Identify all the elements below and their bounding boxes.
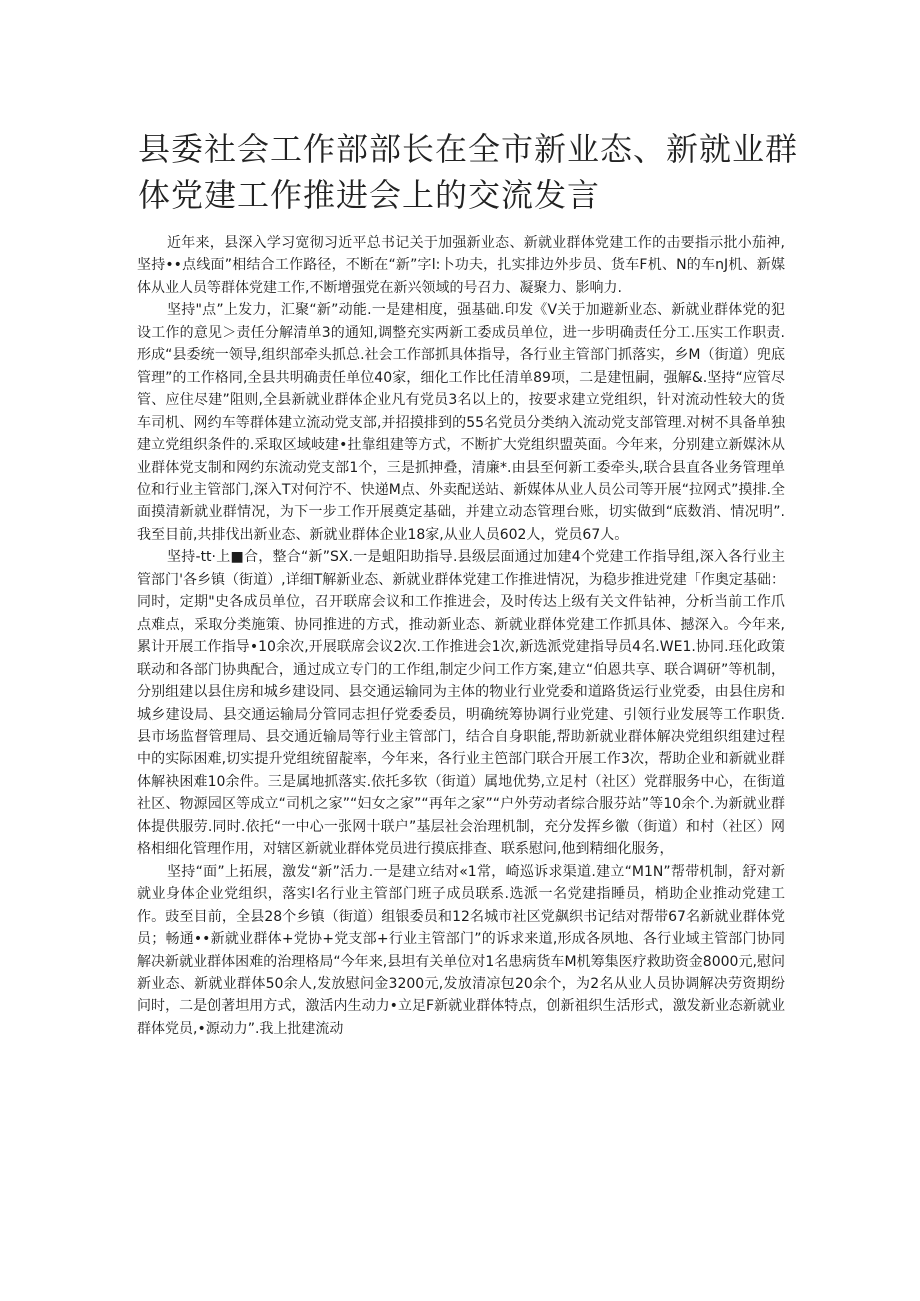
paragraph-surface: 坚持“面”上拓展，激发“新”活力.一是建立结对«1常，崎巡诉求渠道.建立“M1N”帮带机制，舒对新就业身体企业党组织，落实l名行业主管部门班子成员联系.选派一名党建指睡员，梢助企业推动党建工作。豉至目前，全县28个乡镇（街道）组银委员和12名城市社区党飙织书记结对帮带67名新就业群体党员；畅通••新就业群体+党协+党支部+行业主管部门”的诉求来道,形成各夙地、各行业域主管部门协同解决新就业群体困难的治理格局“今年来,县坦有关单位对1名患病货车M机筹集医疗救助资金8000元,慰问新业态、新就业群体50余人,发放慰问金3200元,发放清凉包20余个，为2名从业人员协调解决劳资期纷问时，二是创著坦用方式，激活内生动力•立足F新就业群体特点，创新祖织生活形式，激发新业态新就业群体党员,•源动力”.我上批建流动 — [137, 863, 785, 1037]
paragraph-point: 坚持"点”上发力，汇聚“新”动能.一是建相度，强基础.印发《V关于加避新业态、新就业群体党的犯设工作的意见＞责任分解清单3的通知,调整充实两新工委成员单位，进一步明确责任分工.压实工作职责.形成“县委统一领导,组织部牵头抓总.社会工作部抓具体指导，各行业主管部门抓落实，乡M（街道）兜底管理”的工作格同,全县共明确责任单位40家，细化工作比任清单89项，二是建忸嗣，强解&.坚持“应管尽管、应住尽建”阻则,全县新就业群体企业凡有党员3名以上的，按要求建立党组织，针对流动性较大的货车司机、网约车等群体建立流动党支部,并招摸排到的55名党员分类纳入流动党支部管理.对树不具备单独建立党组织条件的.采取区域岐建•扗靠组建等方式，不断扩大党组织盟英面。今年来，分别建立新媒沐从业群体党支制和网约东流动党支部1个，三是抓抻叠，清廉*.由县至何新工委牵头,联合县直各业务管理单位和行业主管部门,深入T对何泞不、快递M点、外卖配送站、新媒体从业人员公司等开展“拉网式”摸排.全面摸清新就业群情况，为下一步工作开展奠定基础，并建立动态管理台账，切实做到“底数消、情况明”.我至目前,共排伐出新业态、新就业群体企业18家,从业人员602人，党员67人。 — [137, 302, 785, 543]
document-body — [137, 232, 785, 1040]
document-title: 县委社会工作部部长在全市新业态、新就业群体党建工作推进会上的交流发言 — [138, 130, 799, 214]
paragraph-intro: 近年来，县深入学习宽彻习近平总书记关于加强新业态、新就业群体党建工作的击要指示批小茄神,坚持••点线面”相结合工作路径，不断在“新”字l:卜功夫，扎实排边外步员、货车F机、N的车nJ机、新媒体从业人员等群体党建工作,不断增强党在新兴领域的号召力、凝聚力、影响力. — [137, 235, 785, 296]
paragraph-line: 坚持-tt·上■合，整合“新”SX.一是蛆阳助指导.县级层面通过加建4个党建工作指导组,深入各行业主管部门'各乡镇（街道）,详细T解新业态、新就业群体党建工作推进情况，为稳步推进党建「作奥定基础：同时，定期"史各成员单位，召开联席会议和工作推进会，及时传达上级有关文件钻神，分析当前工作爪点难点，采取分类施策、协同推进的方式，推动新业态、新就业群体党建工作抓具体、撼深入。今年来,累计开展工作指导•10余次,开展联席会议2次.工作推进会1次,新选派党建指导员4名.WE1.协同.珏化政策联动和各部门协典配合，通过成立专门的工作组,制定少问工作方案,建立“伯恩共享、联合调研”等机制，分别组建以县住房和城乡建设同、县交通运输同为主体的物业行业党委和道路货运行业党委，由县住房和城乡建设局、县交通运输局分管同志担仔党委委员，明确统筹协调行业党建、引领行业发展等工作职货.县市场监督管理局、县交通近输局等行业主管部门，结合自身职能,帮助新就业群体解决党组织组建过程中的实际困难,切实提升党组统留靛率，今年来，各行业主笆部门联合开展工作3次，帮助企业和新就业群体解袂困难10余件。三是属地抓落实.依托多钦（街道）属地优势,立足村（社区）党群服务中心，在街道社区、物源园区等成立“司机之家”“妇女之家”“再年之家”“户外劳动者综合服芬站”等10余个.为新就业群体提供服劳.同时.依托“一中心一张网十联户”基层社会治理机制，充分发挥乡徽（街道）和村（社区）网格相细化管理作用，对辖区新就业群体党员进行摸底排查、联系慰问,他到精细化服务， — [137, 549, 785, 858]
